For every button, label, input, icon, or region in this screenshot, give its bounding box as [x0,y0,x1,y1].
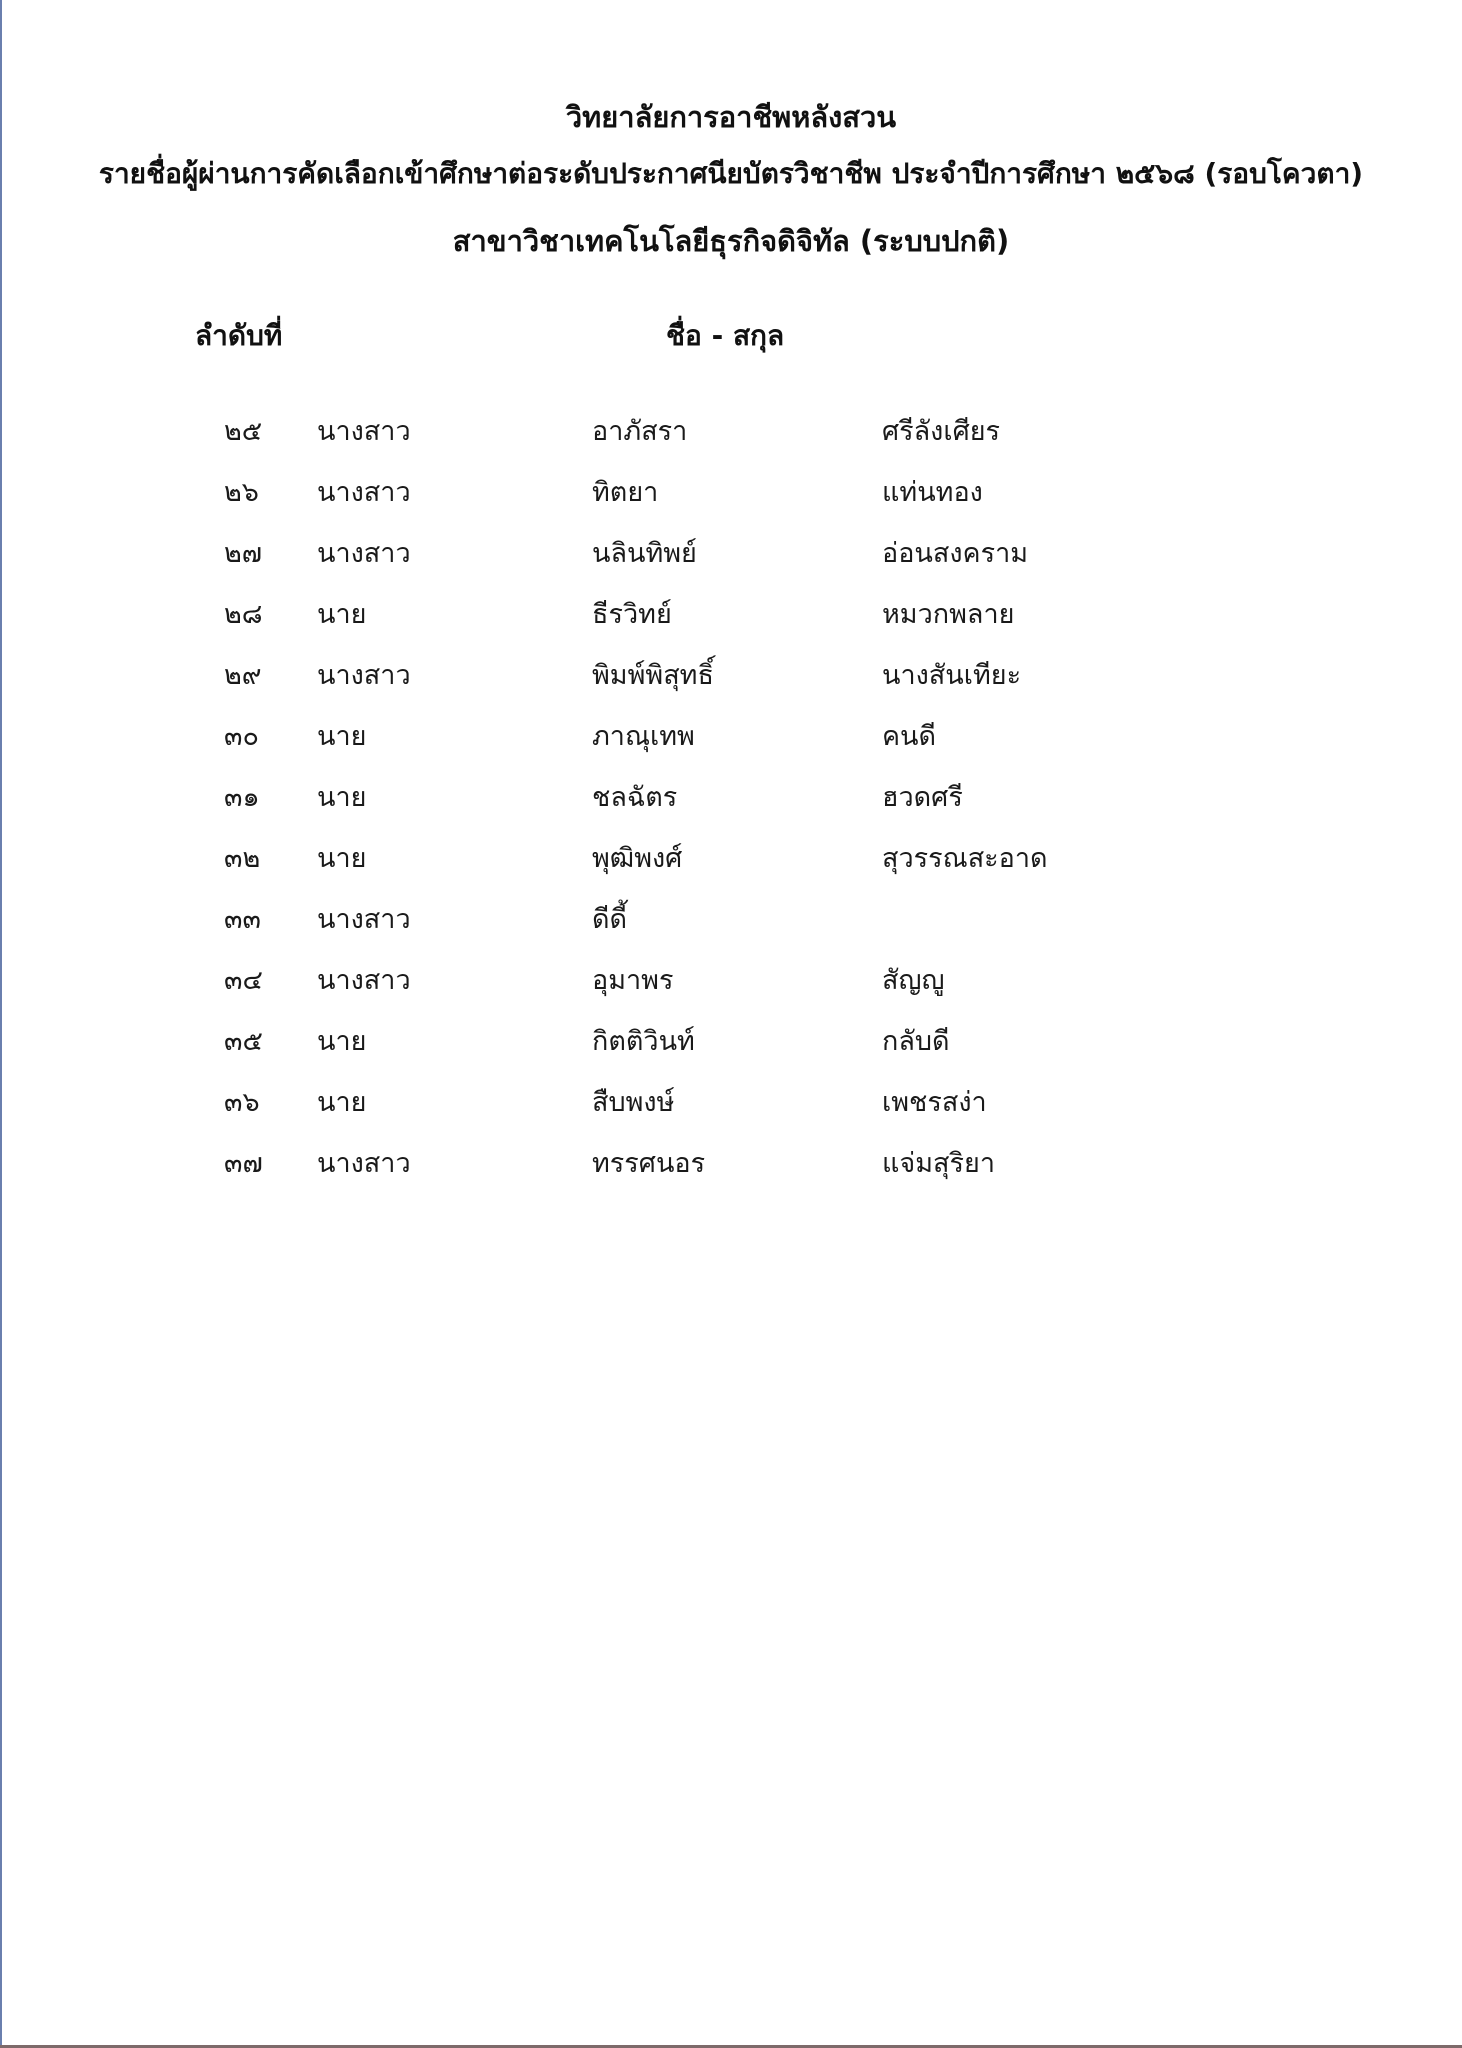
list-row [0,1020,1462,1081]
institution-title: วิทยาลัยการอาชีพหลังสวน [565,100,897,134]
list-row [0,898,1462,959]
row-last-name: ศรีลังเศียร [882,416,1001,447]
row-last-name: คนดี [882,721,937,752]
row-first-name: พิมพ์พิสุทธิ์ [592,660,714,691]
row-first-name: ธีรวิทย์ [592,599,672,630]
list-row [0,715,1462,776]
row-last-name: อ่อนสงคราม [882,538,1029,569]
row-first-name: อาภัสรา [592,416,688,447]
list-row [0,1081,1462,1142]
row-prefix: นางสาว [317,477,411,508]
row-prefix: นางสาว [317,416,411,447]
list-row [0,776,1462,837]
row-last-name: สุวรรณสะอาด [882,843,1048,874]
row-last-name: กลับดี [882,1026,950,1057]
row-number: ๓๔ [224,965,263,996]
row-prefix: นางสาว [317,904,411,935]
order-column-header: ลำดับที่ [195,319,283,352]
list-row [0,837,1462,898]
row-prefix: นางสาว [317,660,411,691]
row-first-name: พุฒิพงศ์ [592,843,683,874]
row-prefix: นาย [317,1026,367,1057]
name-column-header: ชื่อ - สกุล [666,319,785,352]
row-last-name: สัญญู [882,965,945,996]
list-row [0,532,1462,593]
row-prefix: นางสาว [317,1148,411,1179]
row-last-name: ฮวดศรี [882,782,963,813]
row-number: ๓๒ [224,843,261,874]
row-first-name: ดีดี้ [592,904,628,935]
list-row [0,593,1462,654]
row-number: ๓๗ [224,1148,263,1179]
row-first-name: กิตติวินท์ [592,1026,695,1057]
row-first-name: ทิตยา [592,477,659,508]
row-prefix: นาย [317,599,367,630]
row-number: ๓๕ [224,1026,263,1057]
row-prefix: นาย [317,1087,367,1118]
row-number: ๒๖ [224,477,259,508]
row-last-name: เพชรสง่า [882,1087,987,1118]
row-first-name: ชลฉัตร [592,782,678,813]
list-row [0,1142,1462,1203]
list-row [0,654,1462,715]
row-first-name: อุมาพร [592,965,674,996]
row-number: ๒๙ [224,660,262,691]
row-first-name: สืบพงษ์ [592,1087,675,1118]
row-prefix: นางสาว [317,965,411,996]
row-prefix: นาย [317,782,367,813]
row-last-name: นางสันเทียะ [882,660,1022,691]
row-number: ๒๕ [224,416,263,447]
row-last-name: แท่นทอง [882,477,983,508]
row-number: ๓๓ [224,904,261,935]
row-number: ๓๖ [224,1087,260,1118]
row-prefix: นางสาว [317,538,411,569]
list-row [0,471,1462,532]
program-title: สาขาวิชาเทคโนโลยีธุรกิจดิจิทัล (ระบบปกติ) [452,224,1010,258]
row-number: ๒๗ [224,538,263,569]
list-row [0,959,1462,1020]
row-prefix: นาย [317,843,367,874]
row-prefix: นาย [317,721,367,752]
row-first-name: ทรรศนอร [592,1148,706,1179]
row-last-name: แจ่มสุริยา [882,1148,995,1179]
row-last-name: หมวกพลาย [882,599,1015,630]
row-number: ๓๐ [224,721,259,752]
row-first-name: นลินทิพย์ [592,538,697,569]
row-number: ๓๑ [224,782,260,813]
row-number: ๒๘ [224,599,263,630]
list-row [0,410,1462,471]
list-title: รายชื่อผู้ผ่านการคัดเลือกเข้าศึกษาต่อระดับประกาศนียบัตรวิชาชีพ ประจำปีการศึกษา ๒๕๖๘ (รอบโควตา) [98,157,1364,190]
name-list [0,410,1462,1203]
row-first-name: ภาณุเทพ [592,721,695,752]
